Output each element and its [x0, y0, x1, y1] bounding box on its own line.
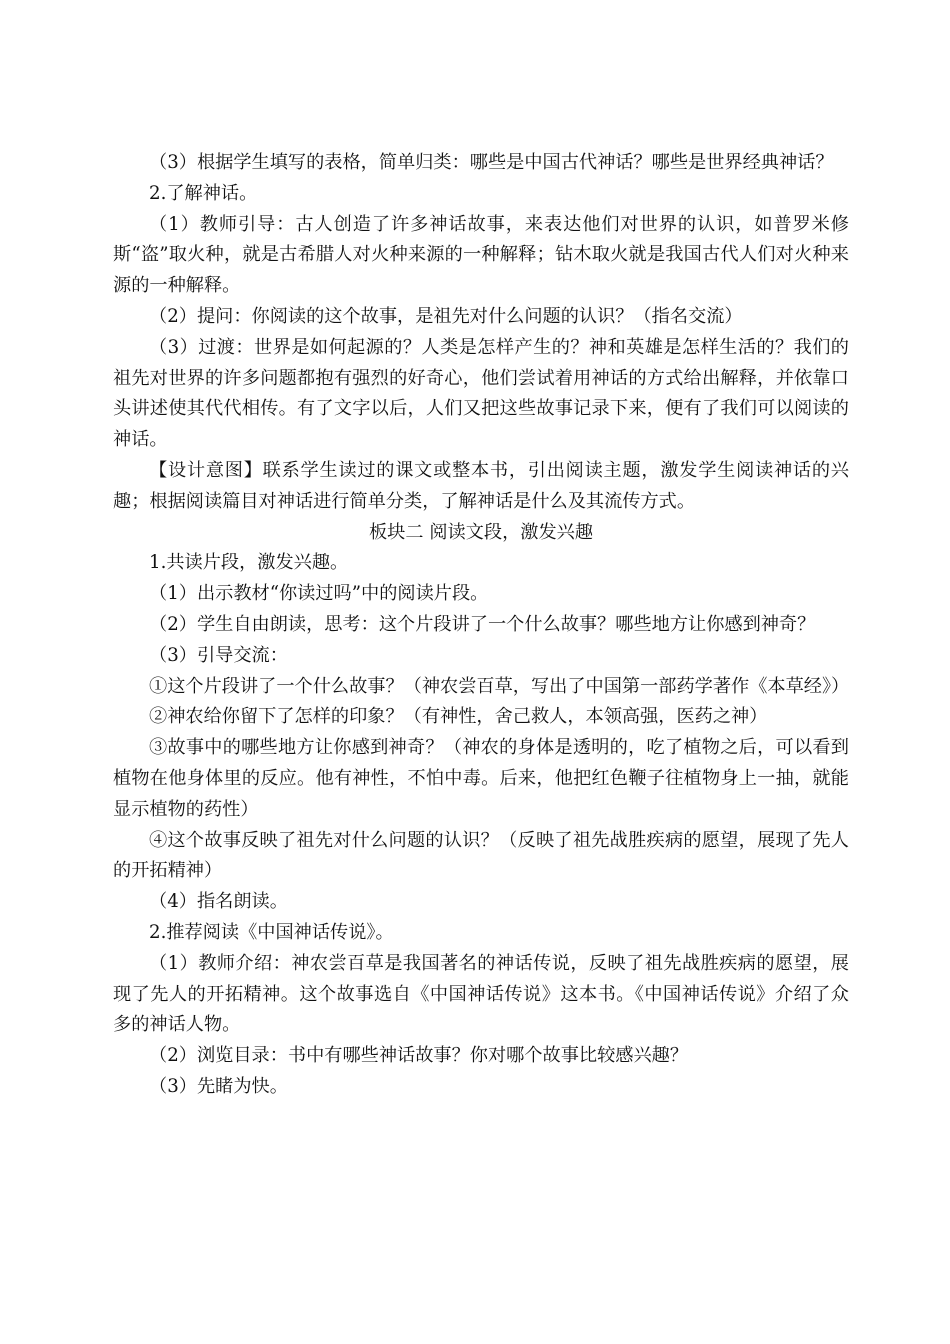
paragraph-design-intent: 【设计意图】联系学生读过的课文或整本书，引出阅读主题，激发学生阅读神话的兴趣；根据阅读篇目对神话进行简单分类，了解神话是什么及其流传方式。	[113, 459, 849, 512]
paragraph-question: （2）提问：你阅读的这个故事，是祖先对什么问题的认识？（指名交流）	[149, 305, 743, 327]
list-item-4: ④这个故事反映了祖先对什么问题的认识？（反映了祖先战胜疾病的愿望，展现了先人的开拓精神）	[113, 829, 849, 882]
heading-shared-reading: 1.共读片段，激发兴趣。	[149, 552, 349, 574]
paragraph-preview: （3）先睹为快。	[149, 1075, 288, 1097]
document-body	[113, 148, 849, 1103]
paragraph-teacher-guide: （1）教师引导：古人创造了许多神话故事，来表达他们对世界的认识，如普罗米修斯“盗”取火种，就是古希腊人对火种来源的一种解释；钻木取火就是我国古代人们对火种来源的一种解释。	[113, 213, 849, 297]
paragraph-show-excerpt: （1）出示教材“你读过吗”中的阅读片段。	[149, 583, 489, 605]
paragraph-classify: （3）根据学生填写的表格，简单归类：哪些是中国古代神话？哪些是世界经典神话？	[149, 152, 834, 173]
section-title: 板块二 阅读文段，激发兴趣	[368, 521, 594, 543]
heading-recommend-reading: 2.推荐阅读《中国神话传说》。	[149, 921, 394, 943]
paragraph-teacher-intro: （1）教师介绍：神农尝百草是我国著名的神话传说，反映了祖先战胜疾病的愿望，展现了先人的开拓精神。这个故事选自《中国神话传说》这本书。《中国神话传说》介绍了众多的神话人物。	[113, 952, 849, 1036]
paragraph-free-reading: （2）学生自由朗读，思考：这个片段讲了一个什么故事？哪些地方让你感到神奇？	[149, 613, 816, 635]
paragraph-guide-discussion: （3）引导交流：	[149, 644, 288, 666]
paragraph-browse-toc: （2）浏览目录：书中有哪些神话故事？你对哪个故事比较感兴趣？	[149, 1045, 689, 1067]
heading-understand-myth: 2.了解神话。	[149, 182, 258, 204]
paragraph-read-aloud: （4）指名朗读。	[149, 891, 288, 913]
list-item-2: ②神农给你留下了怎样的印象？（有神性，舍己救人，本领高强，医药之神）	[149, 706, 768, 728]
paragraph-transition: （3）过渡：世界是如何起源的？人类是怎样产生的？神和英雄是怎样生活的？我们的祖先对世界的许多问题都抱有强烈的好奇心，他们尝试着用神话的方式给出解释，并依靠口头讲述使其代代相传。有了文字以后，人们又把这些故事记录下来，便有了我们可以阅读的神话。	[113, 336, 849, 451]
list-item-1: ①这个片段讲了一个什么故事？（神农尝百草，写出了中国第一部药学著作《本草经》）	[149, 675, 850, 697]
list-item-3: ③故事中的哪些地方让你感到神奇？（神农的身体是透明的，吃了植物之后，可以看到植物在他身体里的反应。他有神性，不怕中毒。后来，他把红色鞭子往植物身上一抽，就能显示植物的药性）	[113, 737, 849, 820]
